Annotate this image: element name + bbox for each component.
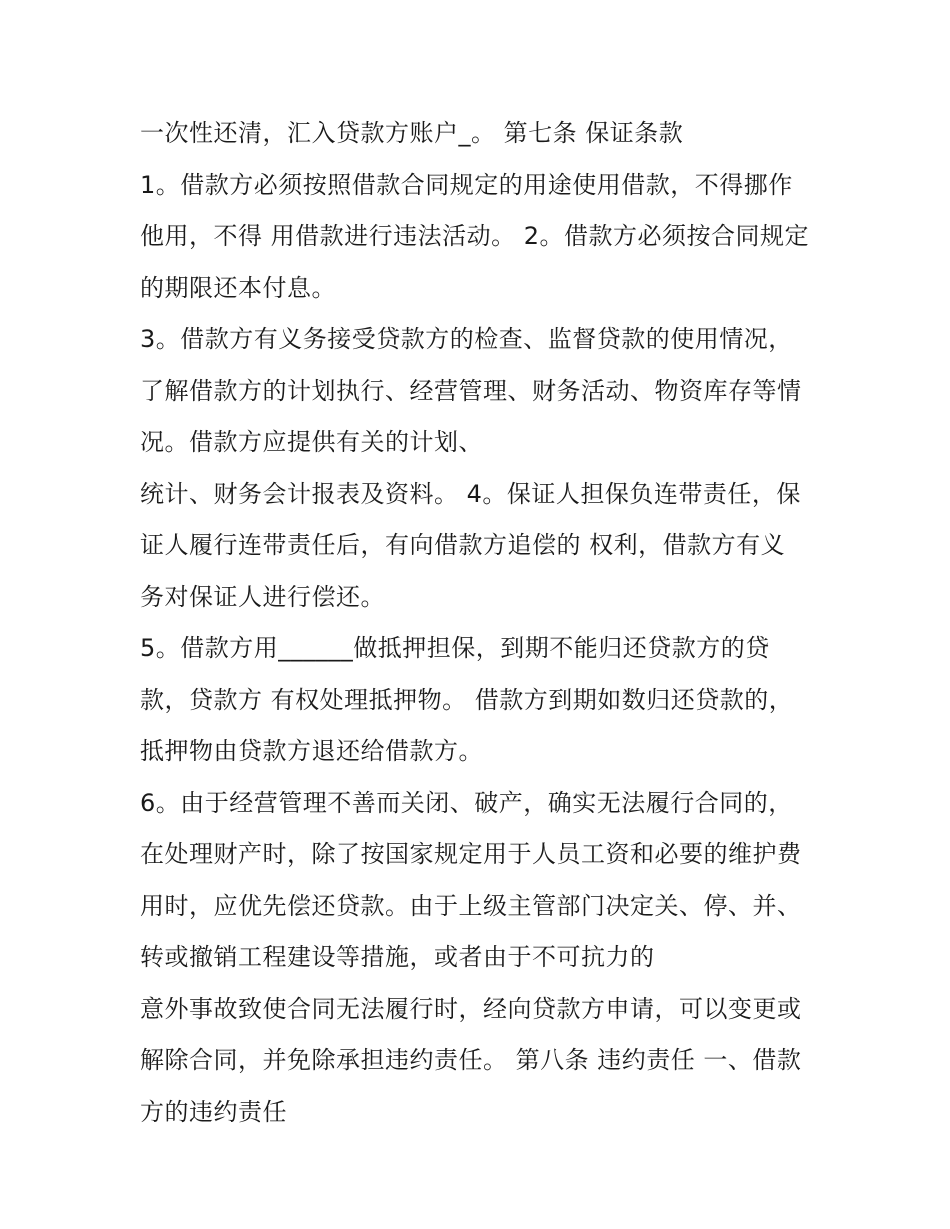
text-line: 1。借款方必须按照借款合同规定的用途使用借款，不得挪作	[140, 170, 793, 199]
text-line: 他用，不得 用借款进行违法活动。 2。借款方必须按合同规定	[140, 222, 810, 250]
text-line: 的期限还本付息。	[140, 273, 336, 302]
text-line: 意外事故致使合同无法履行时，经向贷款方申请，可以变更或	[140, 994, 802, 1023]
document-body	[140, 108, 820, 1138]
text-line: 证人履行连带责任后，有向借款方追偿的 权利，借款方有义	[140, 531, 786, 559]
text-line: 了解借款方的计划执行、经营管理、财务活动、物资库存等情	[140, 376, 802, 405]
text-line: 抵押物由贷款方退还给借款方。	[140, 737, 483, 765]
text-line: 一次性还清，汇入贷款方账户_。 第七条 保证条款	[140, 119, 684, 147]
text-line: 统计、财务会计报表及资料。 4。保证人担保负连带责任，保	[140, 479, 801, 508]
text-line: 况。借款方应提供有关的计划、	[140, 428, 483, 456]
text-line: 在处理财产时，除了按国家规定用于人员工资和必要的维护费	[140, 840, 802, 868]
text-line: 3。借款方有义务接受贷款方的检查、监督贷款的使用情况，	[140, 325, 793, 353]
text-line: 5。借款方用______做抵押担保，到期不能归还贷款方的贷	[140, 634, 770, 662]
text-line: 款，贷款方 有权处理抵押物。 借款方到期如数归还贷款的，	[140, 685, 794, 714]
text-line: 方的违约责任	[140, 1097, 287, 1126]
text-line: 6。由于经营管理不善而关闭、破产，确实无法履行合同的，	[140, 788, 793, 817]
text-line: 务对保证人进行偿还。	[140, 582, 385, 611]
text-line: 转或撤销工程建设等措施，或者由于不可抗力的	[140, 943, 655, 971]
text-line: 解除合同，并免除承担违约责任。 第八条 违约责任 一、借款	[140, 1046, 802, 1074]
text-line: 用时，应优先偿还贷款。由于上级主管部门决定关、停、并、	[140, 891, 802, 920]
